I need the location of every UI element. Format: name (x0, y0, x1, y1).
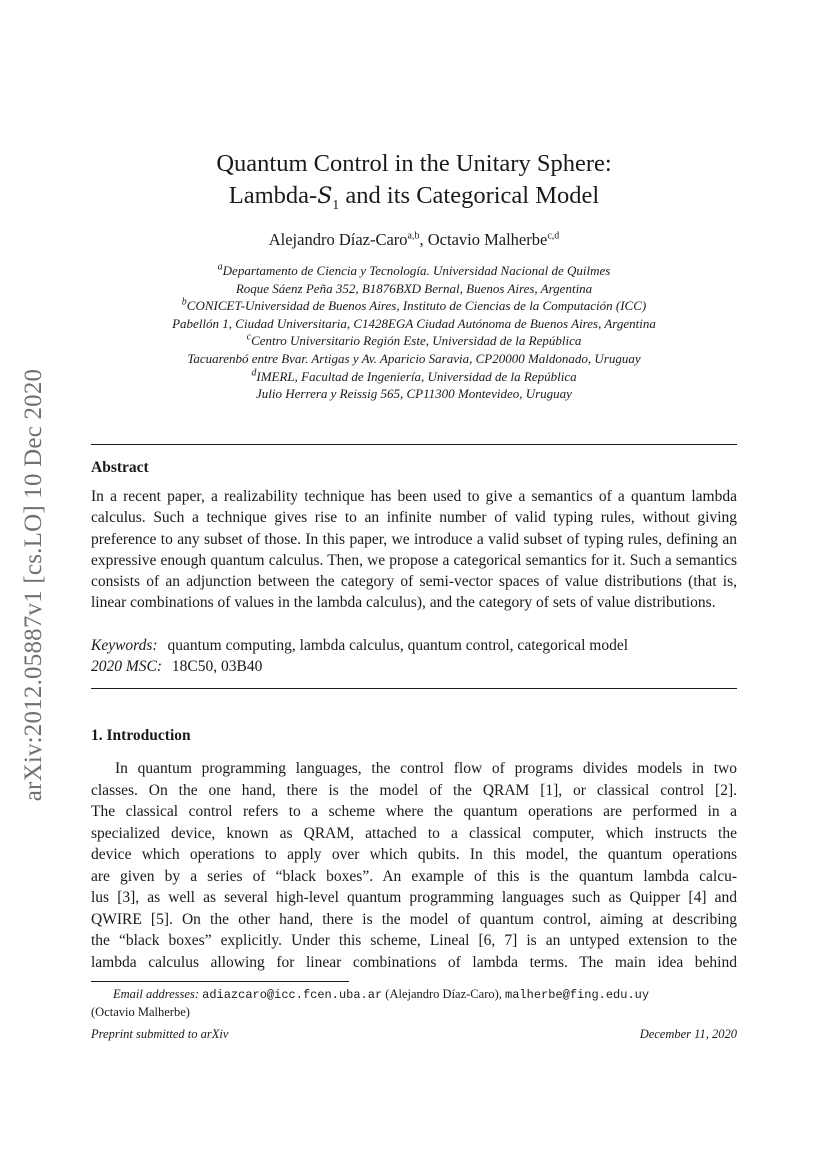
abstract-text: In a recent paper, a realizability technique has been used to give a semantics of a quantum lambda calculus. Such a technique gives rise to an infinite number of valid typing rules, without giving preference to any subset of those. In this paper, we introduce a valid subset of typing rules, defining an expressive enough quantum calculus. Then, we propose a categorical semantics for it. Such a semantics consists of an adjunction between the category of semi-vector spaces of value distributions (that is, linear combinations of values in the lambda calculus), and the category of sets of value distributions. (91, 488, 737, 612)
msc-codes (91, 658, 737, 676)
abstract-top-rule (91, 444, 737, 445)
intro-line: device which operations to apply over which qubits. In this model, the quantum operations (91, 846, 737, 863)
email-link-1[interactable]: adiazcaro@icc.fcen.uba.ar (202, 988, 383, 1002)
intro-line: classes. On the one hand, there is the model of the QRAM [1], or classical control [2]. (91, 781, 737, 799)
authors: Alejandro Díaz-Caro$^{a,b}$, Octavio Malherbe$^{c,d}$ (268, 230, 560, 249)
affiliation-c-line1: $^c$Centro Universitario Región Este, Universidad de la República (246, 332, 582, 349)
arxiv-sidebar-stamp (14, 345, 54, 825)
intro-line: In quantum programming languages, the control flow of programs divides models in two (115, 760, 737, 777)
preprint-date: December 11, 2020 (639, 1027, 737, 1041)
preprint-note: Preprint submitted to arXiv (91, 1027, 229, 1041)
section-heading-introduction: 1. Introduction (91, 727, 191, 744)
intro-line: lus [3], as well as several high-level quantum programming languages such as Quipper [4] and (91, 889, 737, 906)
email-label: Email addresses: (113, 987, 199, 1001)
introduction-text (91, 758, 737, 973)
affiliation-d-line1: $^d$IMERL, Facultad de Ingeniería, Universidad de la República (251, 367, 577, 384)
intro-line: are given by a series of “black boxes”. An example of this is the quantum lambda calcu- (91, 867, 737, 885)
abstract-heading: Abstract (91, 459, 149, 476)
affiliation-a-line1: $^a$Departamento de Ciencia y Tecnología. Universidad Nacional de Quilmes (217, 261, 611, 278)
intro-line: QWIRE [5]. On the other hand, there is the model of quantum control, aiming at describing (91, 910, 737, 928)
intro-line: the “black boxes” explicitly. Under this scheme, Lineal [6, 7] is an untyped extension to the (91, 932, 737, 949)
arxiv-id: arXiv:2012.05887v1 [cs.LO] 10 Dec 2020 (20, 368, 47, 802)
keywords (91, 637, 737, 655)
intro-line: lambda calculus allowing for linear combinations of lambda terms. The main idea behind (91, 953, 737, 971)
affiliation-a-line2: Roque Sáenz Peña 352, B1876BXD Bernal, Buenos Aires, Argentina (235, 280, 593, 296)
email-link-2[interactable]: malherbe@fing.edu.uy (505, 988, 650, 1002)
affiliation-c-line2: Tacuarenbó entre Bvar. Artigas y Av. Aparicio Saravia, CP20000 Maldonado, Uruguay (187, 350, 641, 366)
intro-line: The classical control refers to a scheme where the quantum operations are performed in a (91, 803, 737, 820)
email-owner-1: (Alejandro Díaz-Caro), (385, 987, 502, 1001)
footnote-emails (91, 986, 737, 1021)
author-1: Alejandro Díaz-Caro$^{a,b}$ (268, 230, 420, 249)
author-2: Octavio Malherbe$^{c,d}$ (427, 230, 560, 249)
msc-value: 18C50, 03B40 (171, 658, 263, 675)
email-owner-2: (Octavio Malherbe) (91, 1005, 190, 1019)
msc-label: 2020 MSC: (91, 658, 163, 675)
affiliation-b-line1: $^b$CONICET-Universidad de Buenos Aires, Instituto de Ciencias de la Computación (ICC) (181, 296, 647, 314)
keywords-value: quantum computing, lambda calculus, quantum control, categorical model (167, 637, 629, 654)
footnote-rule (91, 981, 349, 982)
title-line-1: Quantum Control in the Unitary Sphere: (216, 150, 612, 177)
affiliations (91, 262, 737, 403)
intro-line: specialized device, known as QRAM, attached to a classical computer, which instructs the (91, 824, 737, 842)
keywords-label: Keywords: (91, 637, 158, 654)
affiliation-b-line2: Pabellón 1, Ciudad Universitaria, C1428EGA Ciudad Autónoma de Buenos Aires, Argentina (172, 315, 656, 331)
title-line-2: Lambda-$S_1$ and its Categorical Model (228, 182, 600, 213)
affiliation-d-line2: Julio Herrera y Reissig 565, CP11300 Montevideo, Uruguay (256, 386, 572, 402)
paper-title (91, 148, 737, 222)
abstract-bottom-rule (91, 688, 737, 689)
